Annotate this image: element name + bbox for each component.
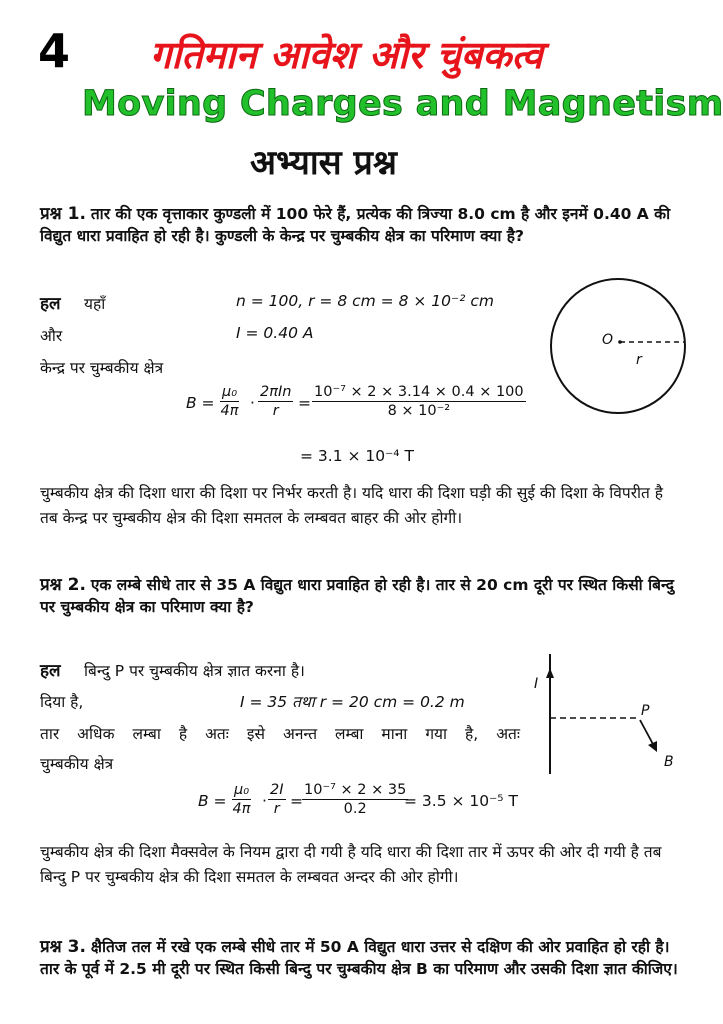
question-1-text: तार की एक वृत्ताकार कुण्डली में 100 फेरे हैं, प्रत्येक की त्रिज्या 8.0 cm है और इनमें 0.40 A की विद्युत धारा प्रवाहित हो रही है। कुण्डली के केन्द्र पर चुम्बकीय क्षेत्र का परिमाण क्या है? [40,205,671,245]
q2-field-label: चुम्बकीय क्षेत्र [40,755,114,773]
question-3-text: क्षैतिज तल में रखे एक लम्बे सीधे तार में 50 A विद्युत धारा उत्तर से दक्षिण की ओर प्रवाहित हो रही है। तार के पूर्व में 2.5 मी दूरी पर स्थित किसी बिन्दु पर चुम्बकीय क्षेत्र B का परिमाण और उसकी दिशा ज्ञात कीजिए। [40,938,678,978]
q1-and-label: और [40,327,63,345]
q2-fraction-mu [232,782,251,817]
q2-wire-denominator: r [273,801,280,817]
chapter-number: 4 [38,24,71,78]
q1-given-label: यहाँ [84,295,106,313]
q2-formula-lhs: B = [198,792,227,810]
q1-formula-lhs: B = [186,394,215,412]
q1-mu-numerator: μ₀ [222,384,238,400]
q1-given-values: n = 100, r = 8 cm = 8 × 10⁻² cm [236,292,494,310]
q2-equals: = [290,792,303,810]
q1-fraction-mu [220,384,239,419]
q1-values-numerator: 10⁻⁷ × 2 × 3.14 × 0.4 × 100 [314,384,524,400]
question-3-label: प्रश्न 3. [40,937,86,957]
q2-mu-numerator: μ₀ [234,782,250,798]
q2-dot: · [262,792,267,810]
q2-mu-denominator: 4π [232,801,251,817]
q1-solution-label: हल [40,294,61,314]
current-label: I [534,676,539,692]
q2-given-values: I = 35 तथा r = 20 cm = 0.2 m [240,693,465,711]
section-heading: अभ्यास प्रश्न [250,143,397,183]
q2-infinite-wire-statement: तार अधिक लम्बा है अतः इसे अनन्त लम्बा माना गया है, अतः [40,725,520,743]
q2-explanation: चुम्बकीय क्षेत्र की दिशा मैक्सवेल के नियम द्वारा दी गयी है यदि धारा की दिशा तार में ऊपर की ओर दी गयी है तब बिन्दु P पर चुम्बकीय क्षेत्र की दिशा समतल के लम्बवत अन्दर की ओर होगी। [40,843,662,886]
q2-solution-label: हल [40,661,61,681]
q1-values-denominator: 8 × 10⁻² [387,403,451,419]
field-vector-line [640,720,654,746]
q2-given-label: दिया है, [40,693,84,711]
q2-values-denominator: 0.2 [343,801,367,817]
q1-equals: = [298,394,311,412]
straight-wire-diagram [528,648,688,778]
q1-dot: · [250,394,255,412]
radius-label: r [636,352,642,368]
field-label: B [664,754,674,770]
q2-fraction-wire [268,782,286,817]
q1-field-at-center-label: केन्द्र पर चुम्बकीय क्षेत्र [40,359,164,377]
q1-explanation: चुम्बकीय क्षेत्र की दिशा धारा की दिशा पर निर्भर करती है। यदि धारा की दिशा घड़ी की सुई की दिशा के विपरीत है तब केन्द्र पर चुम्बकीय क्षेत्र की दिशा समतल के लम्बवत बाहर की ओर होगी। [40,484,664,527]
q1-current-value: I = 0.40 A [236,324,314,342]
question-2 [40,574,680,618]
q2-find-statement: बिन्दु P पर चुम्बकीय क्षेत्र ज्ञात करना है। [84,662,305,680]
q2-result: = 3.5 × 10⁻⁵ T [404,792,518,810]
q1-coil-numerator: 2πIn [260,384,292,400]
q2-fraction-values [302,782,408,817]
question-1 [40,203,680,247]
coil-circle [551,279,685,413]
current-arrow-icon [546,668,554,678]
q2-values-numerator: 10⁻⁷ × 2 × 35 [304,782,407,798]
q1-fraction-coil [258,384,293,419]
q1-coil-denominator: r [272,403,279,419]
q2-wire-numerator: 2I [270,782,284,798]
center-point [618,340,622,344]
question-1-label: प्रश्न 1. [40,204,86,224]
q1-mu-denominator: 4π [220,403,239,419]
center-label: O [602,332,614,348]
point-label: P [641,703,650,719]
q1-fraction-values [312,384,526,419]
chapter-title-english: Moving Charges and Magnetism [82,84,723,124]
question-3 [40,936,680,980]
q1-result: = 3.1 × 10⁻⁴ T [300,447,414,465]
chapter-title-hindi: गतिमान आवेश और चुंबकत्व [150,33,543,77]
question-2-text: एक लम्बे सीधे तार से 35 A विद्युत धारा प्रवाहित हो रही है। तार से 20 cm दूरी पर स्थित किसी बिन्दु पर चुम्बकीय क्षेत्र का परिमाण क्या है? [40,576,674,616]
circular-coil-diagram [548,276,688,416]
question-2-label: प्रश्न 2. [40,575,86,595]
